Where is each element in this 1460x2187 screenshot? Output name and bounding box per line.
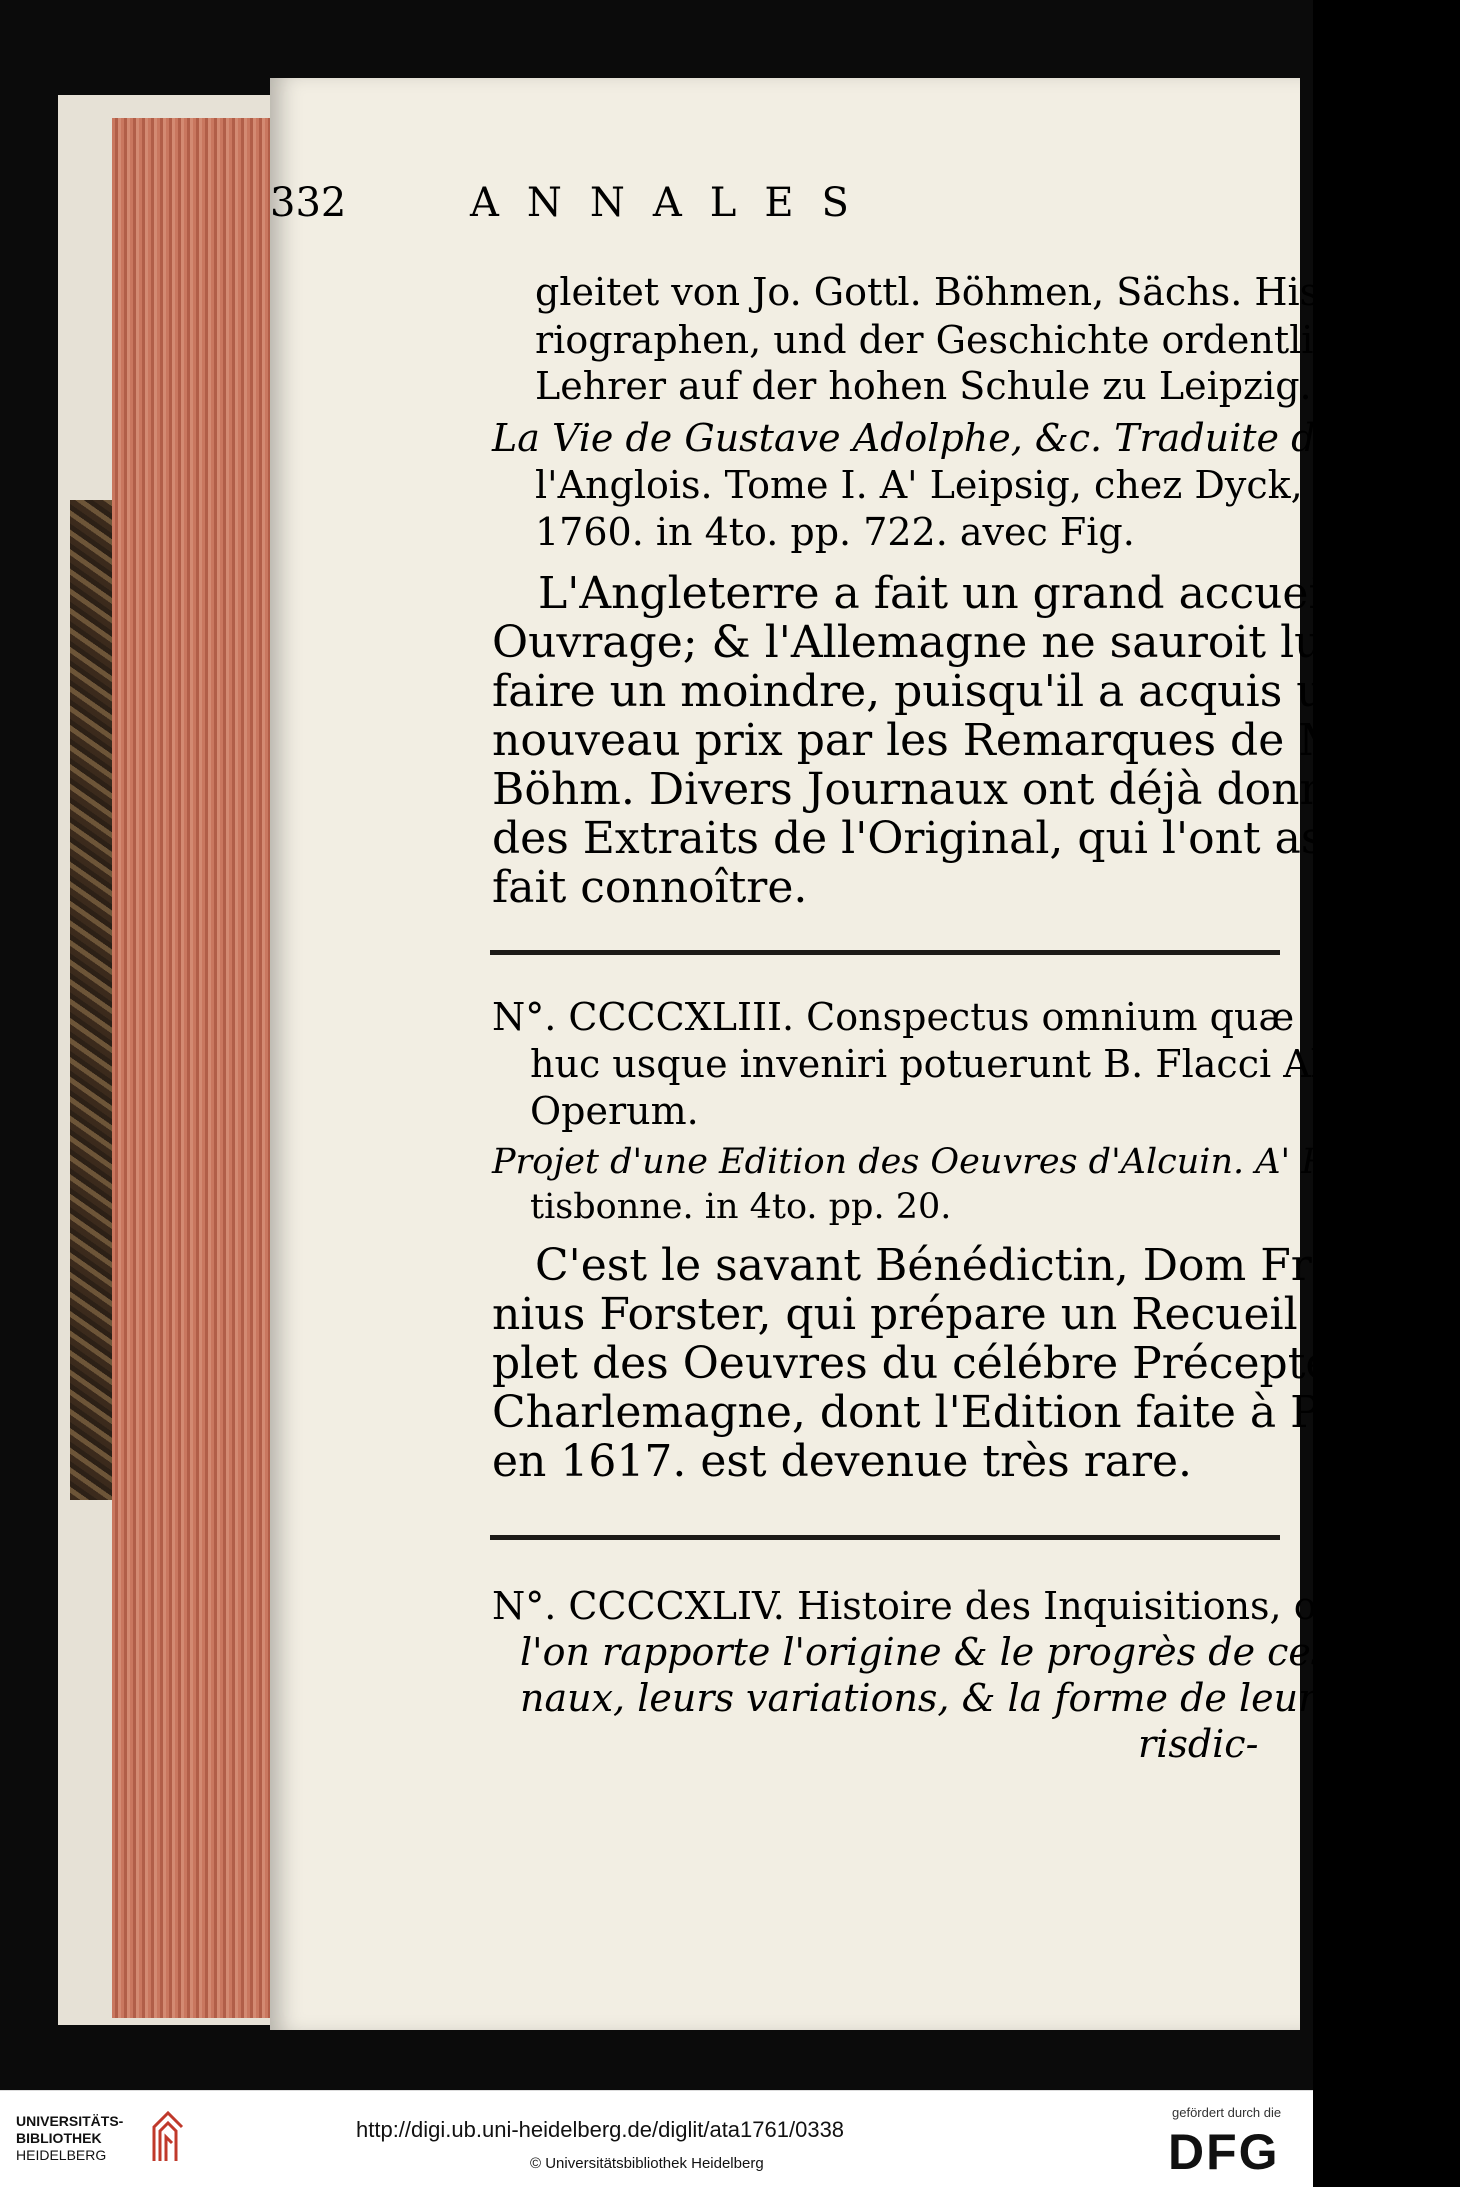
viewer-footer [0,2090,1313,2187]
text-line: Lehrer auf der hohen Schule zu Leipzig. [535,364,1312,408]
text-line: C'est le savant Bénédictin, Dom Frobe- [535,1240,1408,1291]
copyright-notice: © Universitätsbibliothek Heidelberg [530,2155,764,2172]
text-line: Projet d'une Edition des Oeuvres d'Alcuin. A' Ra- [492,1142,1362,1182]
funding-note: gefördert durch die [1172,2105,1282,2120]
library-name-line: BIBLIOTHEK [16,2130,102,2146]
text-line: nius Forster, qui prépare un Recueil com- [492,1289,1420,1340]
library-name-line: HEIDELBERG [16,2147,107,2163]
running-head: ANNALES [470,180,877,226]
text-line: tisbonne. in 4to. pp. 20. [530,1187,952,1227]
text-line: faire un moindre, puisqu'il a acquis un [492,666,1353,717]
text-line: des Extraits de l'Original, qui l'ont assez [492,813,1396,864]
text-line: N°. CCCCXLIV. Histoire des Inquisitions, où [492,1584,1342,1628]
section-divider [490,1535,1280,1540]
text-line: 1760. in 4to. pp. 722. avec Fig. [535,510,1135,554]
text-line: nouveau prix par les Remarques de M. [492,715,1358,766]
library-emblem-icon [150,2109,186,2165]
page-number: 332 [270,180,347,226]
text-line: plet des Oeuvres du célébre Précepteur de [492,1338,1449,1389]
running-header [270,180,1100,230]
text-line: riographen, und der Geschichte ordentlicher [535,318,1400,362]
text-line: Charlemagne, dont l'Edition faite à Paris [492,1387,1402,1438]
permalink-url[interactable]: http://digi.ub.uni-heidelberg.de/diglit/ata1761/0338 [356,2117,845,2142]
text-line: l'Anglois. Tome I. A' Leipsig, chez Dyck, [535,463,1303,507]
library-name-line: UNIVERSITÄTS- [16,2113,124,2129]
text-line: risdic- [1138,1722,1259,1766]
text-line: Ouvrage; & l'Allemagne ne sauroit lui en [492,617,1405,668]
text-line: Böhm. Divers Journaux ont déjà donné [492,764,1354,815]
page-edges [112,118,282,2018]
text-line: gleitet von Jo. Gottl. Böhmen, Sächs. Histo- [535,270,1371,314]
dfg-logo: DFG [1168,2124,1280,2180]
text-line: La Vie de Gustave Adolphe, &c. Traduite de [492,416,1338,460]
text-line: huc usque inveniri potuerunt B. Flacci Alcuini [530,1042,1418,1086]
text-line: L'Angleterre a fait un grand accueil à cet [538,568,1460,619]
text-line: fait connoître. [492,862,808,913]
text-line: en 1617. est devenue très rare. [492,1436,1193,1487]
text-line: naux, leurs variations, & la forme de leur ju- [520,1676,1378,1720]
text-line: N°. CCCCXLIII. Conspectus omnium quæ [492,995,1295,1039]
text-line: Operum. [530,1089,699,1133]
text-line: l'on rapporte l'origine & le progrès de ces Tribu- [520,1630,1460,1674]
section-divider [490,950,1280,955]
